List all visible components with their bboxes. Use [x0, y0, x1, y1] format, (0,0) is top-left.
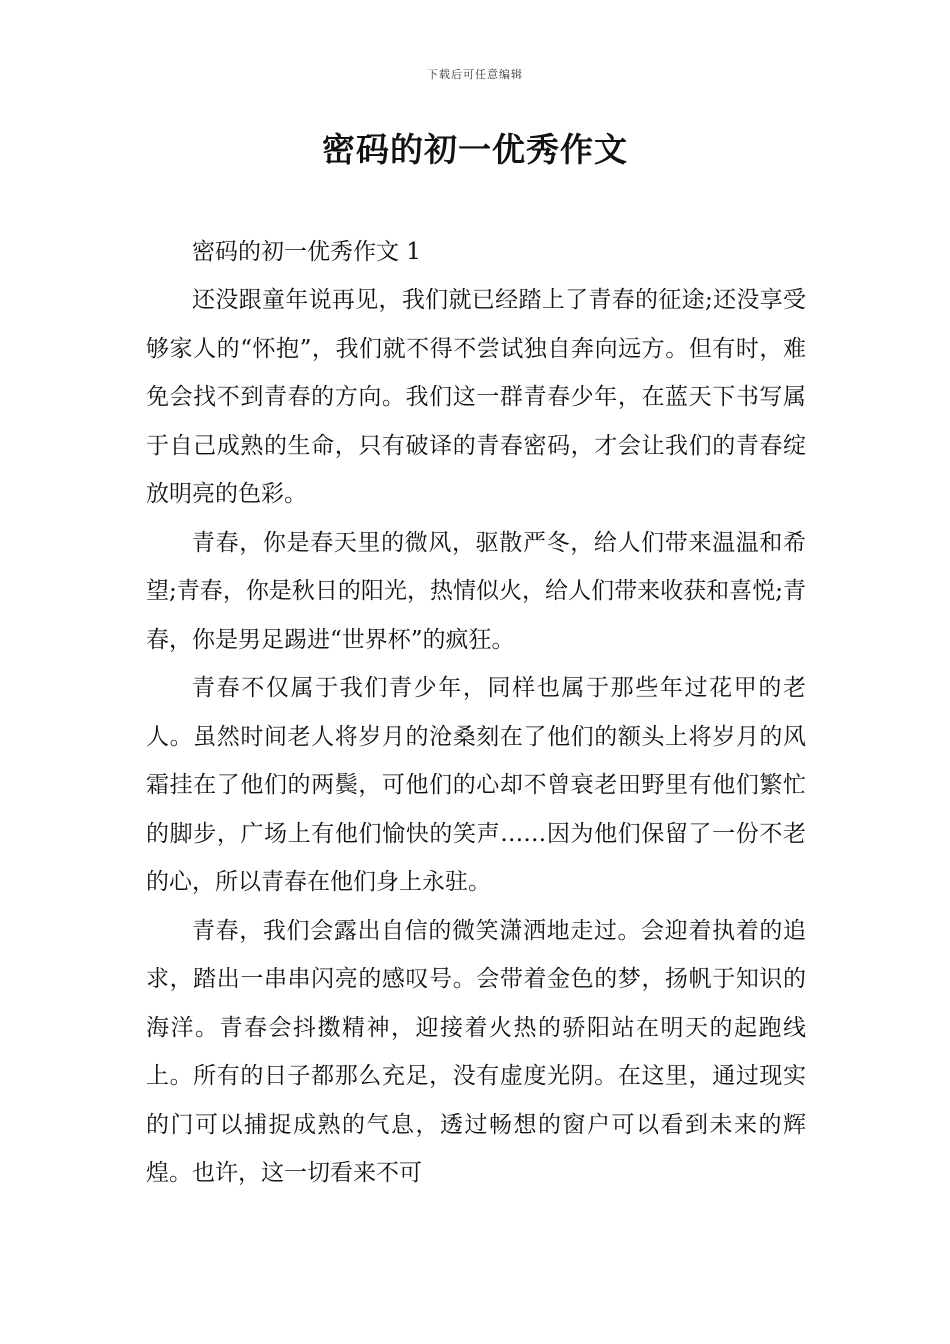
header-note: 下载后可任意编辑: [427, 68, 523, 81]
document-title: 密码的初一优秀作文: [322, 130, 628, 169]
paragraph-1: 还没跟童年说再见，我们就已经踏上了青春的征途;还没享受够家人的“怀抱”，我们就不得不尝试独自奔向远方。但有时，难免会找不到青春的方向。我们这一群青春少年，在蓝天下书写属于自己成熟的生命，只有破译的青春密码，才会让我们的青春绽放明亮的色彩。: [146, 287, 806, 507]
paragraph-3: 青春不仅属于我们青少年，同样也属于那些年过花甲的老人。虽然时间老人将岁月的沧桑刻在了他们的额头上将岁月的风霜挂在了他们的两鬓，可他们的心却不曾衰老田野里有他们繁忙的脚步，广场上有他们愉快的笑声……因为他们保留了一份不老的心，所以青春在他们身上永驻。: [146, 675, 806, 895]
paragraph-4: 青春，我们会露出自信的微笑潇洒地走过。会迎着执着的追求，踏出一串串闪亮的感叹号。会带着金色的梦，扬帆于知识的海洋。青春会抖擞精神，迎接着火热的骄阳站在明天的起跑线上。所有的日子都那么充足，没有虚度光阴。在这里，通过现实的门可以捕捉成熟的气息，透过畅想的窗户可以看到未来的辉煌。也许，这一切看来不可: [146, 917, 806, 1186]
paragraph-2: 青春，你是春天里的微风，驱散严冬，给人们带来温温和希望;青春，你是秋日的阳光，热情似火，给人们带来收获和喜悦;青春，你是男足踢进“世界杯”的疯狂。: [146, 529, 806, 653]
section-subheading: 密码的初一优秀作文 1: [192, 239, 421, 265]
document-body: [146, 228, 806, 1198]
